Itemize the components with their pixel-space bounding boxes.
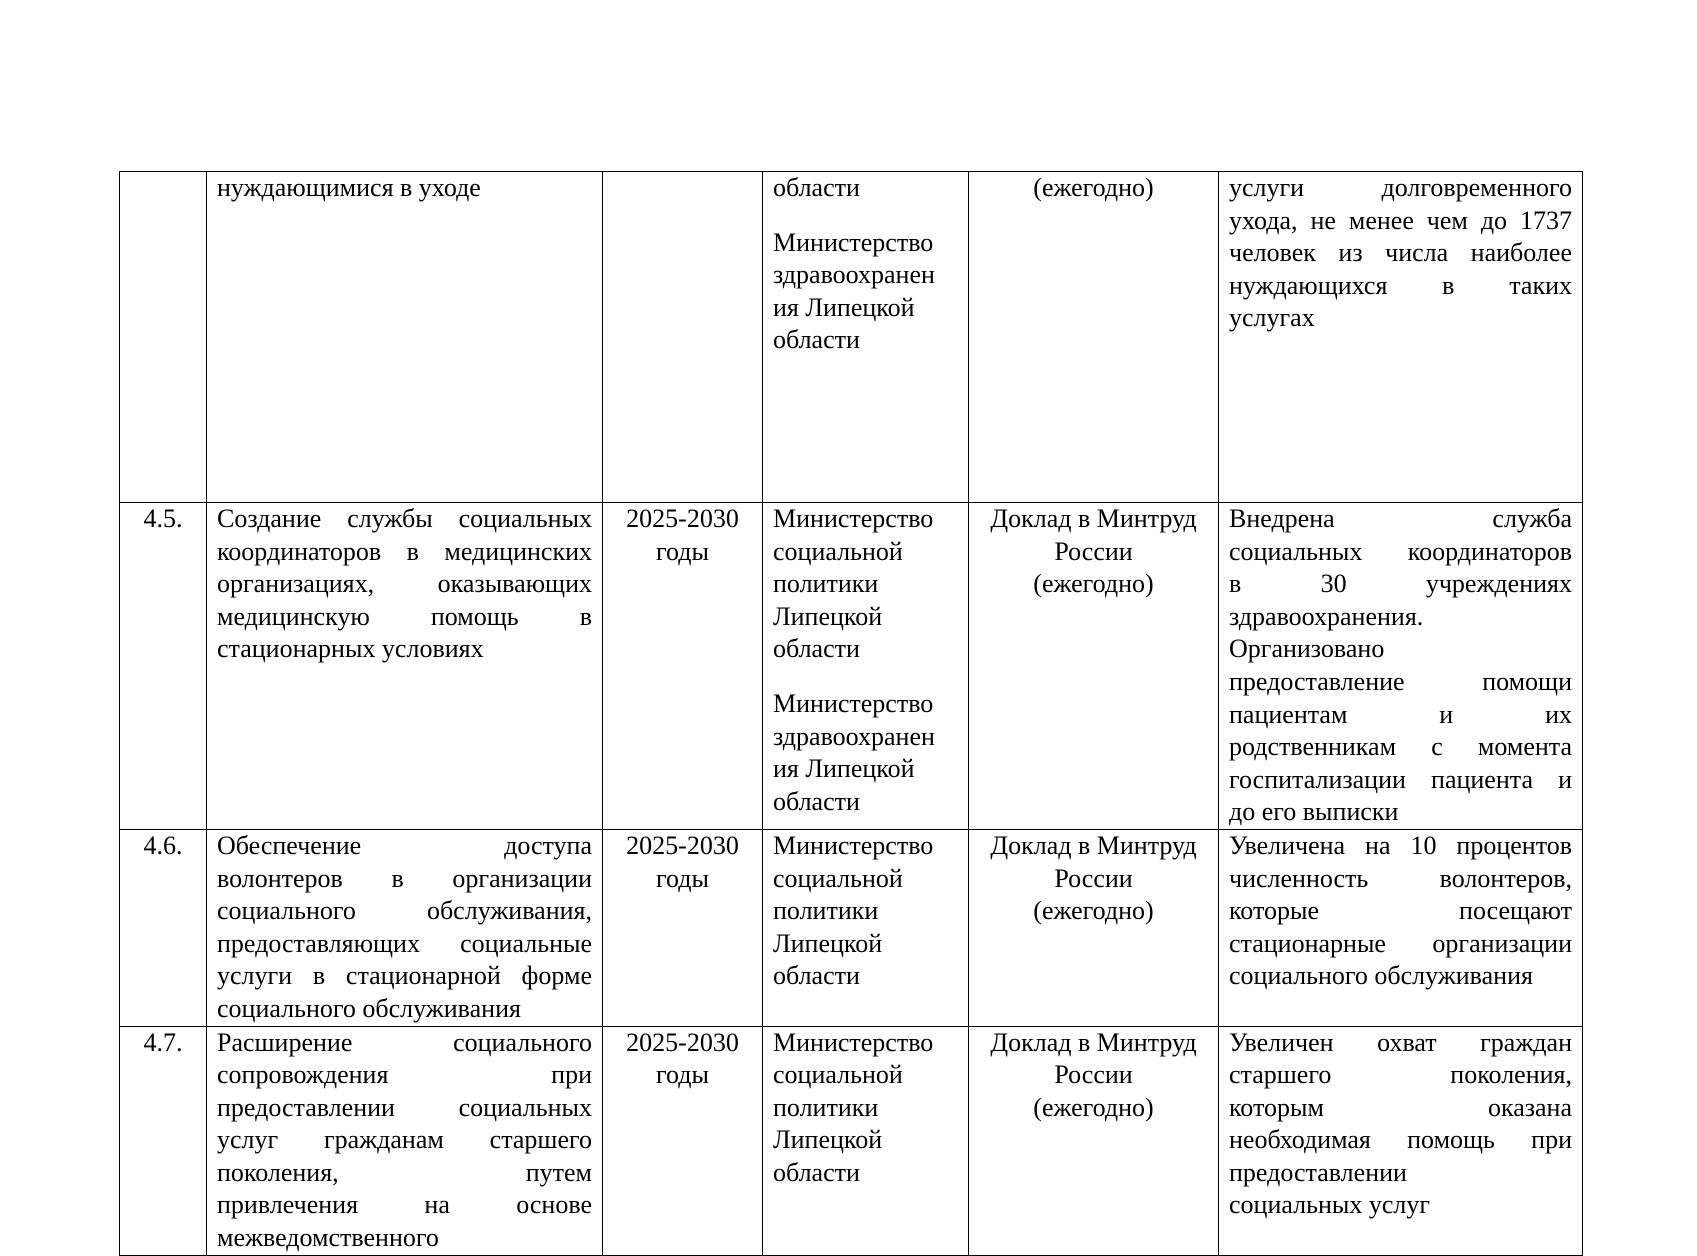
responsible-paragraph (773, 227, 958, 357)
cell-line: которые посещают (1229, 896, 1572, 926)
cell-line: социальной (773, 863, 903, 893)
cell-line: предоставляющих социальные (217, 928, 592, 958)
table-row (120, 172, 1583, 503)
cell-line: стационарных условиях (217, 634, 484, 664)
cell-line: организациях, оказывающих (217, 569, 592, 599)
responsible-paragraph (773, 688, 958, 818)
cell-line: 2025-2030 (626, 830, 739, 860)
cell-line: предоставлении социальных (217, 1092, 592, 1122)
cell-line: Липецкой (773, 1125, 883, 1155)
responsible-paragraph (773, 830, 958, 993)
cell-line: человек из числа наиболее (1229, 238, 1572, 268)
row-number: 4.7. (143, 1027, 183, 1057)
cell-line: сопровождения при (217, 1060, 592, 1090)
cell-line: Увеличена на 10 процентов (1229, 830, 1572, 860)
cell-line: межведомственного (217, 1223, 439, 1253)
cell-line: госпитализации пациента и (1229, 764, 1572, 794)
row-number-cell (120, 1026, 207, 1255)
cell-line: России (1054, 863, 1133, 893)
term-cell (603, 1026, 763, 1255)
cell-line: Министерство (773, 830, 934, 860)
measures-table (119, 171, 1583, 1256)
action-cell (207, 172, 603, 503)
cell-line: Увеличен охват граждан (1229, 1027, 1572, 1057)
cell-line: услугах (1229, 303, 1315, 333)
cell-line: области (773, 961, 860, 991)
cell-line: поколения, путем (217, 1157, 592, 1187)
cell-line: России (1054, 536, 1133, 566)
cell-line: предоставлении (1229, 1157, 1407, 1187)
cell-line: услуги долговременного (1229, 173, 1572, 202)
cell-line: Доклад в Минтруд (990, 830, 1197, 860)
cell-line: координаторов в медицинских (217, 536, 592, 566)
cell-line: (ежегодно) (1033, 1092, 1154, 1122)
table-row (120, 1026, 1583, 1255)
cell-line: социальной (773, 1060, 903, 1090)
responsible-cell (763, 829, 969, 1026)
cell-line: области (773, 325, 860, 355)
responsible-paragraph (773, 172, 958, 205)
cell-line: 2025-2030 (626, 504, 739, 533)
term-cell (603, 829, 763, 1026)
cell-line: России (1054, 1060, 1133, 1090)
cell-line: Липецкой (773, 928, 883, 958)
cell-line: которым оказана (1229, 1092, 1572, 1122)
row-number: 4.5. (143, 504, 183, 533)
cell-line: волонтеров в организации (217, 863, 592, 893)
table-row (120, 829, 1583, 1026)
report-cell (969, 172, 1219, 503)
cell-line: социального обслуживания (1229, 961, 1533, 991)
cell-line: социального обслуживания (217, 993, 521, 1023)
cell-line: необходимая помощь при (1229, 1125, 1572, 1155)
cell-line: социального обслуживания, (217, 896, 592, 926)
cell-line: 2025-2030 (626, 1027, 739, 1057)
result-cell (1219, 829, 1583, 1026)
cell-line: политики (773, 1092, 879, 1122)
cell-line: Расширение социального (217, 1027, 592, 1057)
cell-line: Доклад в Минтруд (990, 1027, 1197, 1057)
report-cell (969, 1026, 1219, 1255)
responsible-cell (763, 1026, 969, 1255)
cell-line: Министерство (773, 688, 934, 718)
cell-line: Министерство (773, 1027, 934, 1057)
cell-line: годы (656, 1060, 709, 1090)
cell-line: Создание службы социальных (217, 504, 592, 533)
term-cell (603, 503, 763, 830)
cell-line: старшего поколения, (1229, 1060, 1572, 1090)
report-cell (969, 503, 1219, 830)
action-cell (207, 1026, 603, 1255)
cell-line: Министерство (773, 227, 934, 257)
cell-line: области (773, 786, 860, 816)
responsible-cell (763, 503, 969, 830)
action-cell (207, 829, 603, 1026)
cell-line: в 30 учреждениях (1229, 569, 1572, 599)
result-cell (1219, 1026, 1583, 1255)
cell-line: области (773, 634, 860, 664)
cell-line: Обеспечение доступа (217, 830, 592, 860)
table-body (120, 172, 1583, 1256)
cell-line: ухода, не менее чем до 1737 (1229, 205, 1572, 235)
cell-line: Внедрена служба (1229, 504, 1572, 533)
cell-line: услуг гражданам старшего (217, 1125, 592, 1155)
cell-line: социальных услуг (1229, 1190, 1431, 1220)
responsible-paragraph (773, 1027, 958, 1190)
term-cell (603, 172, 763, 503)
cell-line: социальных координаторов (1229, 536, 1572, 566)
cell-line: области (773, 1157, 860, 1187)
cell-line: здравоохранен (773, 721, 935, 751)
cell-line: годы (656, 863, 709, 893)
row-number-cell (120, 172, 207, 503)
cell-line: здравоохранен (773, 260, 935, 290)
row-number-cell (120, 503, 207, 830)
table-row (120, 503, 1583, 830)
cell-line: стационарные организации (1229, 928, 1572, 958)
cell-line: медицинскую помощь в (217, 601, 592, 631)
action-cell (207, 503, 603, 830)
cell-line: Министерство (773, 504, 934, 533)
cell-line: привлечения на основе (217, 1190, 592, 1220)
cell-line: политики (773, 896, 879, 926)
report-cell (969, 829, 1219, 1026)
cell-line: услуги в стационарной форме (217, 961, 592, 991)
cell-line: области (773, 173, 860, 202)
paragraph-gap (773, 666, 958, 688)
cell-line: годы (656, 536, 709, 566)
cell-line: численность волонтеров, (1229, 863, 1572, 893)
cell-line: предоставление помощи (1229, 666, 1572, 696)
cell-line: (ежегодно) (1033, 896, 1154, 926)
row-number: 4.6. (143, 830, 183, 860)
cell-line: политики (773, 569, 879, 599)
result-cell (1219, 503, 1583, 830)
result-cell (1219, 172, 1583, 503)
cell-line: пациентам и их (1229, 699, 1572, 729)
cell-line: ия Липецкой (773, 292, 915, 322)
cell-line: нуждающимися в уходе (217, 173, 481, 202)
cell-line: (ежегодно) (1033, 569, 1154, 599)
row-number-cell (120, 829, 207, 1026)
cell-line: (ежегодно) (1033, 173, 1154, 202)
cell-line: до его выписки (1229, 797, 1399, 827)
cell-line: ия Липецкой (773, 754, 915, 784)
cell-line: Липецкой (773, 601, 883, 631)
cell-line: здравоохранения. (1229, 601, 1424, 631)
cell-line: Доклад в Минтруд (990, 504, 1197, 533)
paragraph-gap (773, 205, 958, 227)
cell-line: нуждающихся в таких (1229, 270, 1572, 300)
responsible-paragraph (773, 503, 958, 666)
cell-line: родственникам с момента (1229, 732, 1572, 762)
cell-line: социальной (773, 536, 903, 566)
responsible-cell (763, 172, 969, 503)
cell-line: Организовано (1229, 634, 1385, 664)
